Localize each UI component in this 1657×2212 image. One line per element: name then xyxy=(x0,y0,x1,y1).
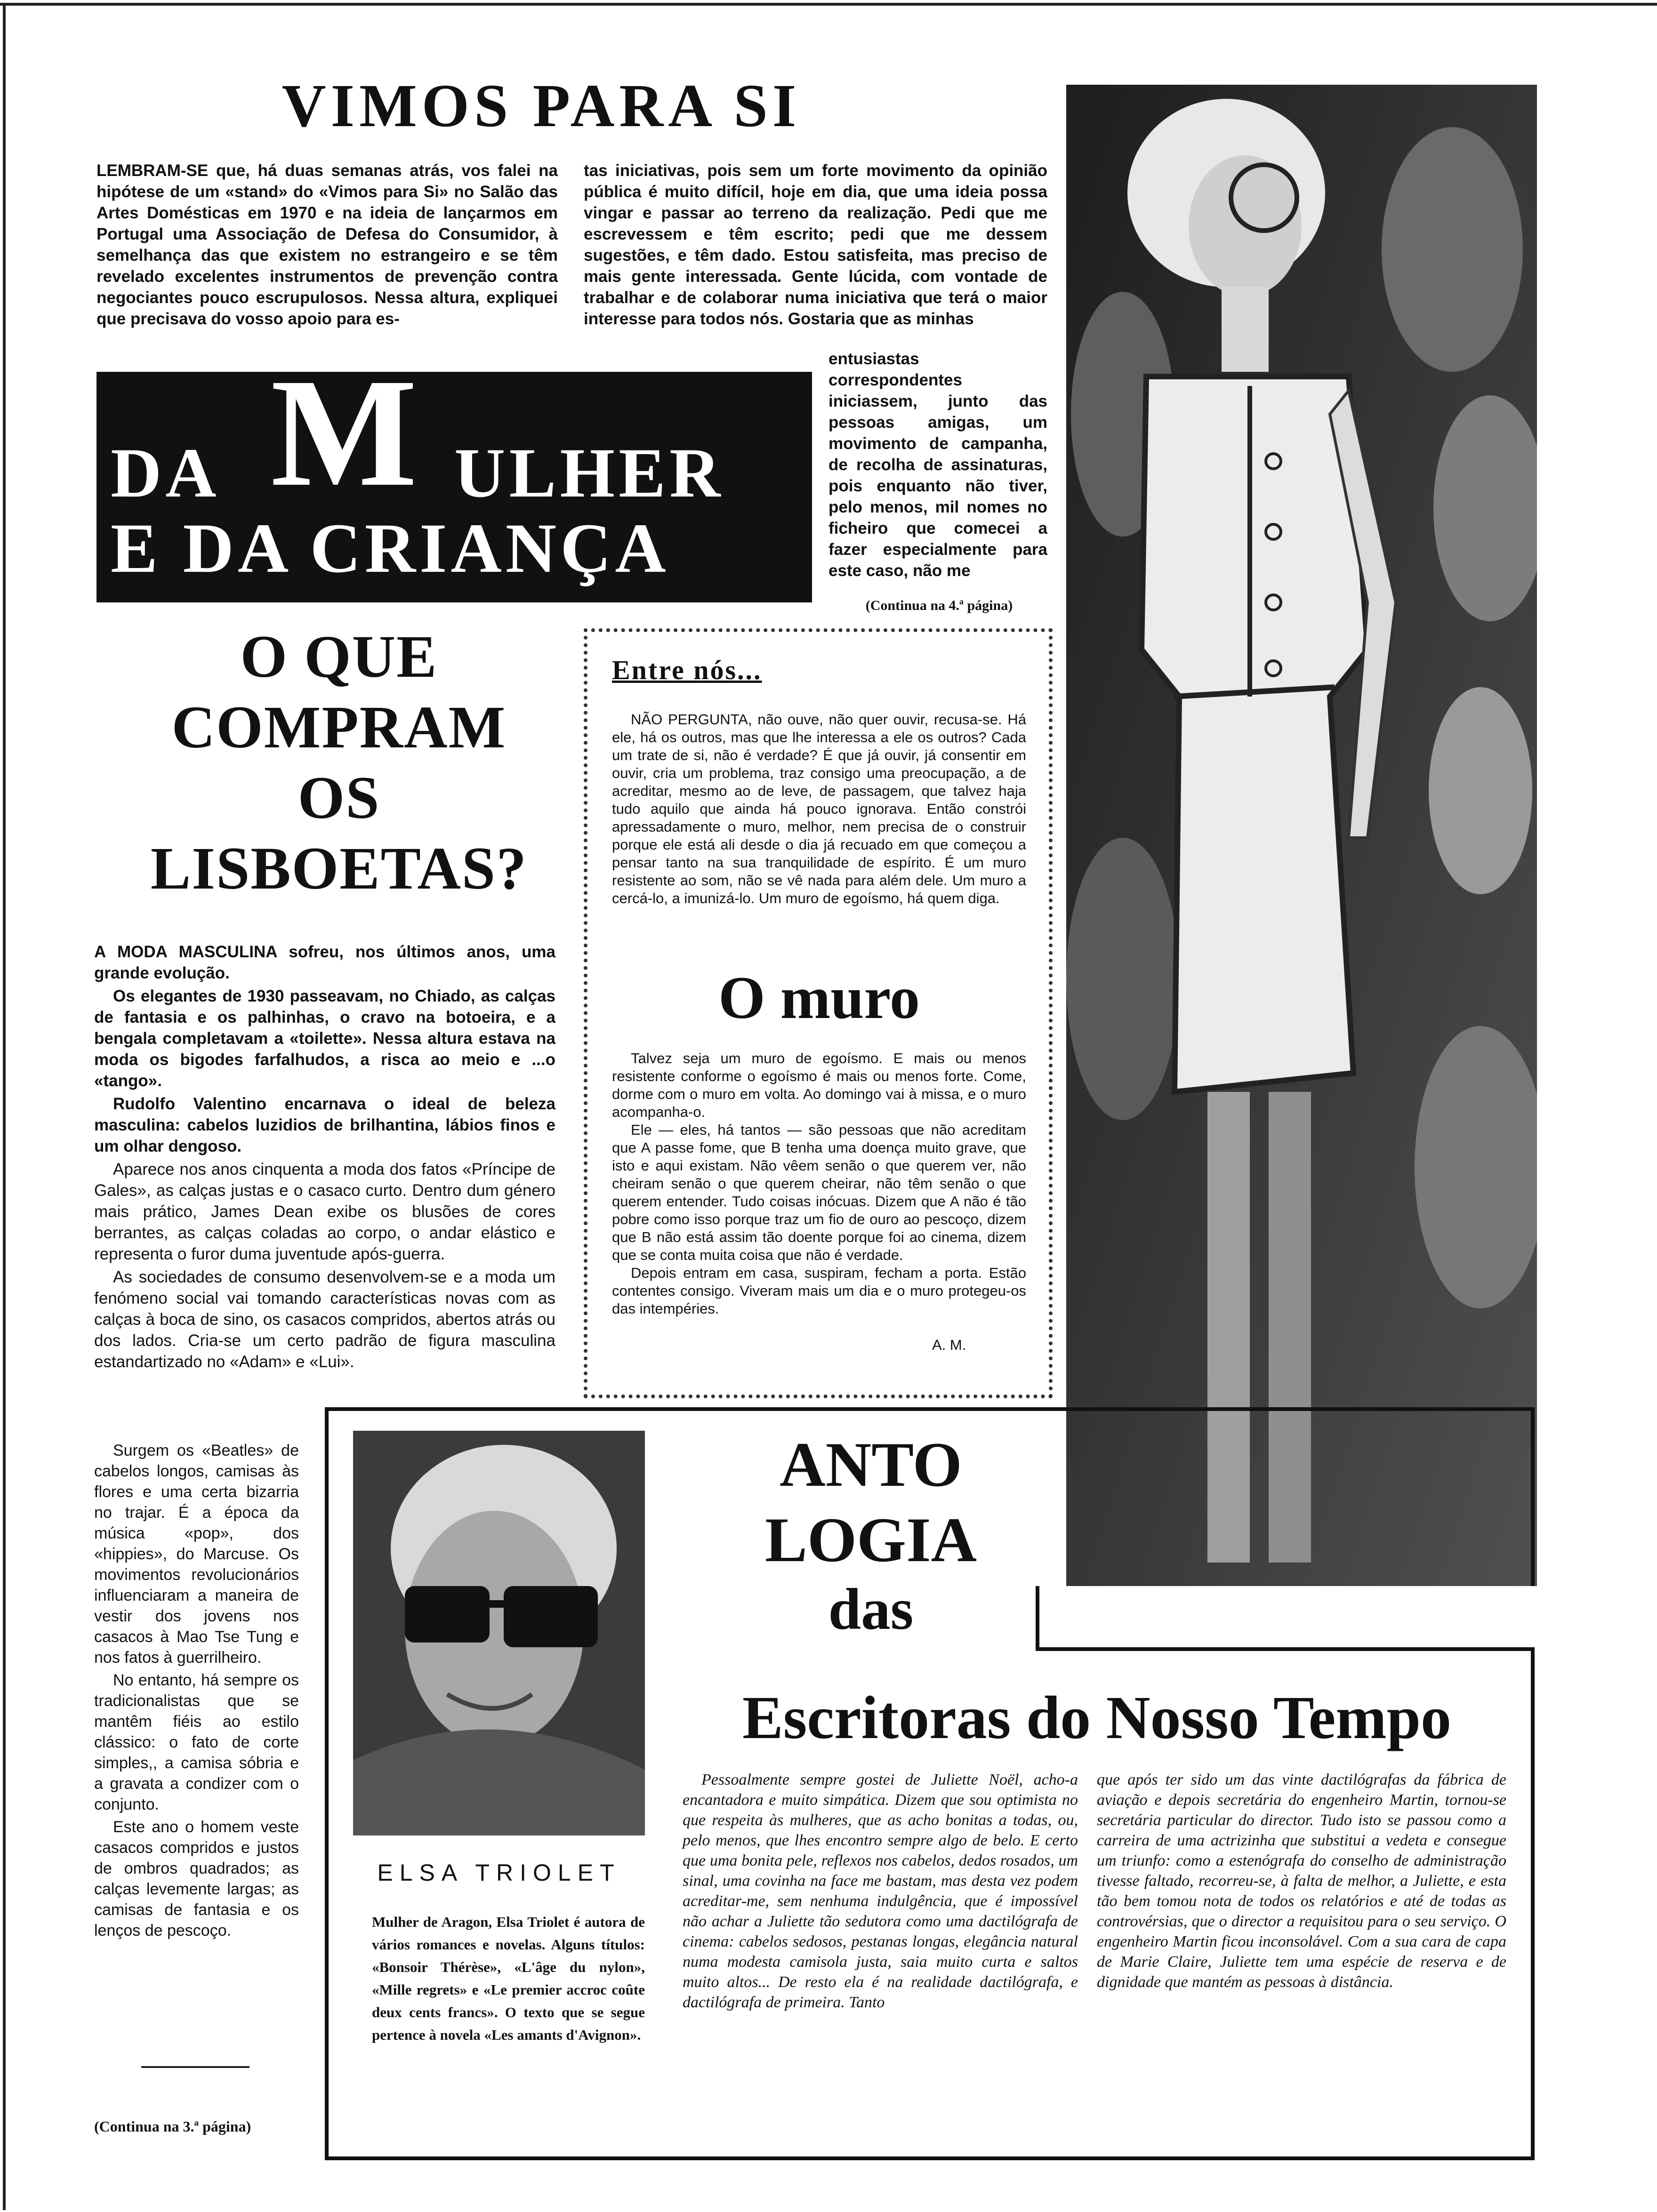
antologia-caption-overlap xyxy=(1036,1586,1544,1647)
elsa-triolet-name: ELSA TRIOLET xyxy=(377,1859,621,1886)
entre-nos-heading: Entre nós... xyxy=(612,655,762,685)
antologia-title-3: das xyxy=(828,1577,914,1642)
vimos-col1-text: que, há duas semanas atrás, vos falei na hipótese de um «stand» do «Vimos para Si» no Salão das Artes Domésticas em 1970 e na ideia de lançarmos em Portugal uma Associação de Defesa do Consumidor, à semelhança das que existem no estrangeiro e se têm revelado excelentes instrumentos de prevenção contra negociantes pouco escrupulosos. Nessa altura, expliquei que precisava do vosso apoio para es- xyxy=(97,161,558,328)
elsa-triolet-bio: Mulher de Aragon, Elsa Triolet é autora de vários romances e novelas. Alguns títulos: «Bonsoir Thérèse», «L'âge du nylon», «Mille regrets» e «Le premier accroc coûte deux cents francs». O texto que se segue pertence à novela «Les amants d'Avignon». xyxy=(372,1914,645,2043)
fashion-photo xyxy=(1066,85,1537,1586)
page-top-border xyxy=(0,3,1657,6)
antologia-title-1: ANTO xyxy=(780,1430,962,1500)
vimos-column-1 xyxy=(97,160,558,329)
antologia-column-2 xyxy=(1097,1770,1506,1992)
compram-continua: (Continua na 3.ª página) xyxy=(94,2118,251,2135)
compram-p3: Rudolfo Valentino encarnava o ideal de beleza masculina: cabelos luzidios de brilhantina, lábios finos e um olhar dengoso. xyxy=(94,1095,555,1155)
compram-p2: Os elegantes de 1930 passeavam, no Chiado, as calças de fantasia e os palhinhas, o cravo na botoeira, e a bengala completavam a «toilette». Nessa altura estava na moda os bigodes farfalhudos, a risca ao meio e ...o «tango». xyxy=(94,987,555,1090)
vimos-title: VIMOS PARA SI xyxy=(282,72,801,140)
entre-nos-text-2 xyxy=(612,1050,1026,1318)
compram-rule xyxy=(141,2066,249,2068)
compram-p6: Surgem os «Beatles» de cabelos longos, camisas às flores e uma certa bizarria no trajar. É a época da música «pop», dos «hippies», do Marcuse. Os movimentos revolucionários influenciaram a maneira de vestir dos jovens nos casacos à Mao Tse Tung e nos fatos à guerrilheiro. xyxy=(94,1442,299,1667)
portrait-illustration xyxy=(353,1431,645,1835)
masthead-line2: E DA CRIANÇA xyxy=(111,509,670,587)
antologia-column-1 xyxy=(683,1770,1078,2012)
antologia-title-4: Escritoras do Nosso Tempo xyxy=(742,1684,1451,1752)
vimos-lead: LEMBRAM-SE xyxy=(97,161,209,180)
entre-nos-p3: Ele — eles, há tantos — são pessoas que não acreditam que A passe fome, que B tenha uma doença muito grave, que isto e aqui existam. Não vêem senão o que querem ver, não cheiram senão o que querem cheirar, não têm senão o que querem entender. Tudo coisas inócuas. Dizem que A não é tão pobre como isso porque traz um fio de ouro ao pescoço, dizem que B não está assim tão doente porque foi ao cinema, dizem que se conta muita coisa que não é verdade. xyxy=(612,1122,1026,1263)
compram-column-top xyxy=(94,941,555,1374)
antologia-col1-text: Pessoalmente sempre gostei de Juliette Noël, acho-a encantadora e muito simpática. Dizem que sou optimista no que respeita às mulheres, que as acho bonitas a todas, ou, pelo menos, que lhes encontro sempre algo de belo. E certo que uma bonita pele, reflexos nos cabelos, dedos rosados, um sinal, uma covinha na face me bastam, mas desta vez podem acreditar-me, sem nenhuma indulgência, que é impossível não achar a Juliette tão sedutora como uma dactilógrafa de cinema: cabelos sedosos, pestanas longas, elegância natural numa modesta camisola justa, saia muito curta e saltos muito altos... De resto ela é na realidade dactilógrafa, e dactilógrafa de primeira. Tanto xyxy=(683,1771,1078,2011)
entre-nos-text-1 xyxy=(612,711,1026,907)
compram-p5: As sociedades de consumo desenvolvem-se e a moda um fenómeno social vai tomando características novas com as calças à boca de sino, os casacos compridos, abertos atrás ou dos lados. Cria-se um certo padrão de figura masculina estandartizado no «Adam» e «Lui». xyxy=(94,1268,555,1371)
vimos-column-2: tas iniciativas, pois sem um forte movimento da opinião pública é muito difícil, hoje em dia, que uma ideia possa vingar e passar ao terreno da realização. Pedi que me escrevessem e têm escrito; pedi que me dessem sugestões, e têm dado. Estou satisfeita, mas preciso de mais gente interessada. Gente lúcida, com vontade de trabalhar e de colaborar numa iniciativa que terá o maior interesse para todos nós. Gostaria que as minhas xyxy=(584,161,1047,328)
entre-nos-signature: A. M. xyxy=(932,1337,966,1353)
entre-nos-p4: Depois entram em casa, suspiram, fecham a porta. Estão contentes consigo. Viveram mais um dia e o muro protegeu-os das intempéries. xyxy=(612,1265,1026,1317)
compram-column-narrow xyxy=(94,1440,299,1943)
compram-p8: Este ano o homem veste casacos compridos e justos de ombros quadrados; as calças levemente largas; as camisas de fantasia e os lenços de pescoço. xyxy=(94,1818,299,1940)
compram-title-line-1: O QUE xyxy=(240,623,438,690)
compram-title-line-3: OS xyxy=(298,764,380,831)
fashion-photo-illustration xyxy=(1066,85,1537,1586)
antologia-caption-side-rule xyxy=(1036,1586,1039,1647)
compram-lead: A MODA MASCULINA xyxy=(94,943,277,961)
compram-p7: No entanto, há sempre os tradicionalistas que se mantêm fiéis ao estilo clássico: o fato de corte simples,, a camisa sóbria e a gravata a condizer com o conjunto. xyxy=(94,1671,299,1813)
elsa-triolet-portrait xyxy=(353,1431,645,1835)
o-muro-title: O muro xyxy=(718,964,920,1031)
masthead-da: DA xyxy=(111,434,220,512)
page-left-border xyxy=(3,3,6,2210)
compram-p1: sofreu, nos últimos anos, uma grande evolução. xyxy=(94,943,555,982)
antologia-title-2: LOGIA xyxy=(764,1505,977,1575)
vimos-column-2-narrow: entusiastas correspondentes iniciassem, junto das pessoas amigas, um movimento de campanha, de recolha de assinaturas, pois enquanto não tiver, pelo menos, mil nomes no ficheiro que comecei a fazer especialmente para este caso, não me xyxy=(828,350,1047,580)
compram-p4: Aparece nos anos cinquenta a moda dos fatos «Príncipe de Gales», as calças justas e o casaco curto. Dentro dum género mais prático, James Dean exibe os blusões de cores berrantes, as calças coladas ao corpo, o andar elástico e representa o furor duma juventude após-guerra. xyxy=(94,1160,555,1263)
entre-nos-p2: Talvez seja um muro de egoísmo. E mais ou menos resistente conforme o egoísmo é mais ou menos forte. Come, dorme com o muro em volta. Ao domingo vai à missa, e o muro acompanha-o. xyxy=(612,1050,1026,1120)
masthead-big-m: M xyxy=(271,372,418,519)
compram-title-line-4: LISBOETAS? xyxy=(150,835,528,902)
entre-nos-p1: NÃO PERGUNTA, não ouve, não quer ouvir, recusa-se. Há ele, há os outros, mas que lhe interessa a ele os outros? Cada um trate de si, não é verdade? É que já ouvir, já consentir em ouvir, cria um problema, traz consigo uma preocupação, a de acreditar, mesmo ao de leve, de passagem, que talvez haja tudo aquilo que ainda há pouco ignorava. Então constrói apressadamente o muro, melhor, nem precisa de o construir porque ele está ali desde o dia já recuado em que começou a pensar tanto na sua tranquilidade de espírito. É um muro resistente ao som, não se vê nada para além dele. Um muro a cercá-lo, a imunizá-lo. Um muro de egoísmo, há quem diga. xyxy=(612,711,1026,906)
vimos-continua: (Continua na 4.ª página) xyxy=(865,598,1013,613)
antologia-col2-text: que após ter sido um das vinte dactilógrafas da fábrica de aviação e depois secretária do engenheiro Martin, tornou-se secretária particular do director. Tudo isto se passou como a carreira de uma actrizinha que substitui a vedeta e consegue um triunfo: como a estenógrafa do conselho de administração tivesse faltado, recorreu-se, à falta de melhor, a Juliette, e esta tão bem tomou nota de todos os relatórios e até de todas as controvérsias, que o director a requisitou para o seu serviço. O engenheiro Martin ficou inconsolável. Com a sua cara de capa de Marie Claire, Juliette tem uma espécie de reserva e de dignidade que mantém as pessoas à distância. xyxy=(1097,1771,1506,1991)
antologia-caption-rule xyxy=(1036,1647,1535,1651)
compram-title-line-2: COMPRAM xyxy=(171,694,507,761)
masthead-ulher: ULHER xyxy=(454,434,724,512)
section-masthead xyxy=(97,372,812,602)
compram-title xyxy=(104,621,574,904)
